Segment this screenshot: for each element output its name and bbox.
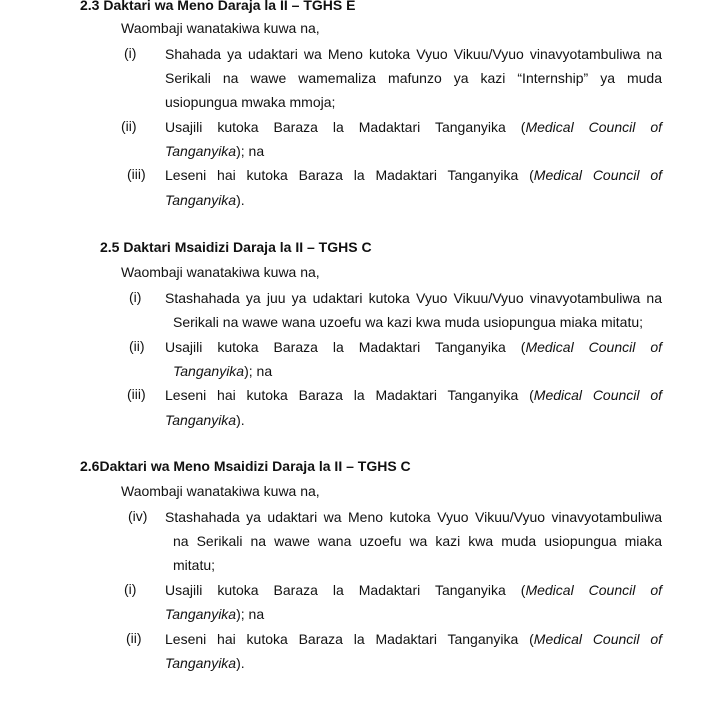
list-item-italic: Tanganyika xyxy=(165,412,237,428)
list-item-italic: Tanganyika xyxy=(165,655,237,671)
list-item-line: Serikali na wawe wana uzoefu wa kazi kwa muda usiopungua miaka mitatu; xyxy=(173,314,644,330)
list-item-text: ). xyxy=(236,192,245,208)
list-item-italic: Tanganyika xyxy=(173,363,245,379)
list-item-line: Serikali na wawe wamemaliza mafunzo ya kazi “Internship” ya muda xyxy=(165,70,662,86)
list-item-italic: Medical Council of xyxy=(525,339,663,355)
list-item-text: Leseni hai kutoka Baraza la Madaktari Tanganyika ( xyxy=(165,387,534,403)
list-item-text: ). xyxy=(236,412,245,428)
section-heading-2-3: 2.3 Daktari wa Meno Daraja la II – TGHS E xyxy=(80,0,356,13)
list-item-text: ); na xyxy=(236,143,265,159)
list-item-text: ); na xyxy=(236,606,265,622)
list-item-line xyxy=(165,117,662,141)
list-item-text: ). xyxy=(236,655,245,671)
list-item-italic: Tanganyika xyxy=(165,192,237,208)
list-item-number: (ii) xyxy=(129,338,145,354)
list-item-italic: Medical Council of xyxy=(533,167,662,183)
list-item-number: (iii) xyxy=(127,386,146,402)
list-item-text: Usajili kutoka Baraza la Madaktari Tanganyika ( xyxy=(165,119,526,135)
section-heading-2-5: 2.5 Daktari Msaidizi Daraja la II – TGHS C xyxy=(100,239,372,255)
list-item-italic: Medical Council of xyxy=(525,582,663,598)
list-item-line: Stashahada ya udaktari wa Meno kutoka Vyuo Vikuu/Vyuo vinavyotambuliwa xyxy=(165,509,662,525)
list-item-line xyxy=(165,580,662,604)
list-item-number: (ii) xyxy=(126,630,142,646)
list-item-italic: Medical Council of xyxy=(533,387,662,403)
section-intro: Waombaji wanatakiwa kuwa na, xyxy=(121,20,320,36)
list-item-line: Shahada ya udaktari wa Meno kutoka Vyuo Vikuu/Vyuo vinavyotambuliwa na xyxy=(165,46,662,62)
list-item-number: (ii) xyxy=(121,118,137,134)
list-item-line: mitatu; xyxy=(173,557,216,573)
list-item-line xyxy=(165,604,264,628)
list-item-number: (i) xyxy=(129,289,142,305)
list-item-line xyxy=(165,653,245,677)
list-item-line: usiopungua mwaka mmoja; xyxy=(165,94,336,110)
section-heading-2-6: 2.6Daktari wa Meno Msaidizi Daraja la II – TGHS C xyxy=(80,458,411,474)
list-item-line xyxy=(173,361,272,385)
list-item-number: (i) xyxy=(124,45,137,61)
list-item-line xyxy=(165,337,662,361)
list-item-text: Leseni hai kutoka Baraza la Madaktari Tanganyika ( xyxy=(165,167,534,183)
list-item-italic: Tanganyika xyxy=(165,143,237,159)
list-item-number: (i) xyxy=(124,581,137,597)
section-intro: Waombaji wanatakiwa kuwa na, xyxy=(121,483,320,499)
list-item-number: (iv) xyxy=(128,508,148,524)
list-item-line xyxy=(165,410,245,434)
section-intro: Waombaji wanatakiwa kuwa na, xyxy=(121,264,320,280)
list-item-italic: Tanganyika xyxy=(165,606,237,622)
list-item-text: Usajili kutoka Baraza la Madaktari Tanganyika ( xyxy=(165,339,526,355)
list-item-line xyxy=(165,165,662,189)
list-item-line: Stashahada ya juu ya udaktari kutoka Vyuo Vikuu/Vyuo vinavyotambuliwa na xyxy=(165,290,662,306)
list-item-line xyxy=(165,190,245,214)
list-item-line: na Serikali na wawe wana uzoefu wa kazi kwa muda usiopungua miaka xyxy=(173,533,662,549)
list-item-italic: Medical Council of xyxy=(533,631,662,647)
list-item-line xyxy=(165,385,662,409)
list-item-line xyxy=(165,629,662,653)
list-item-line xyxy=(165,141,264,165)
list-item-text: ); na xyxy=(244,363,273,379)
list-item-italic: Medical Council of xyxy=(525,119,663,135)
list-item-text: Usajili kutoka Baraza la Madaktari Tanganyika ( xyxy=(165,582,526,598)
list-item-text: Leseni hai kutoka Baraza la Madaktari Tanganyika ( xyxy=(165,631,534,647)
list-item-number: (iii) xyxy=(127,166,146,182)
